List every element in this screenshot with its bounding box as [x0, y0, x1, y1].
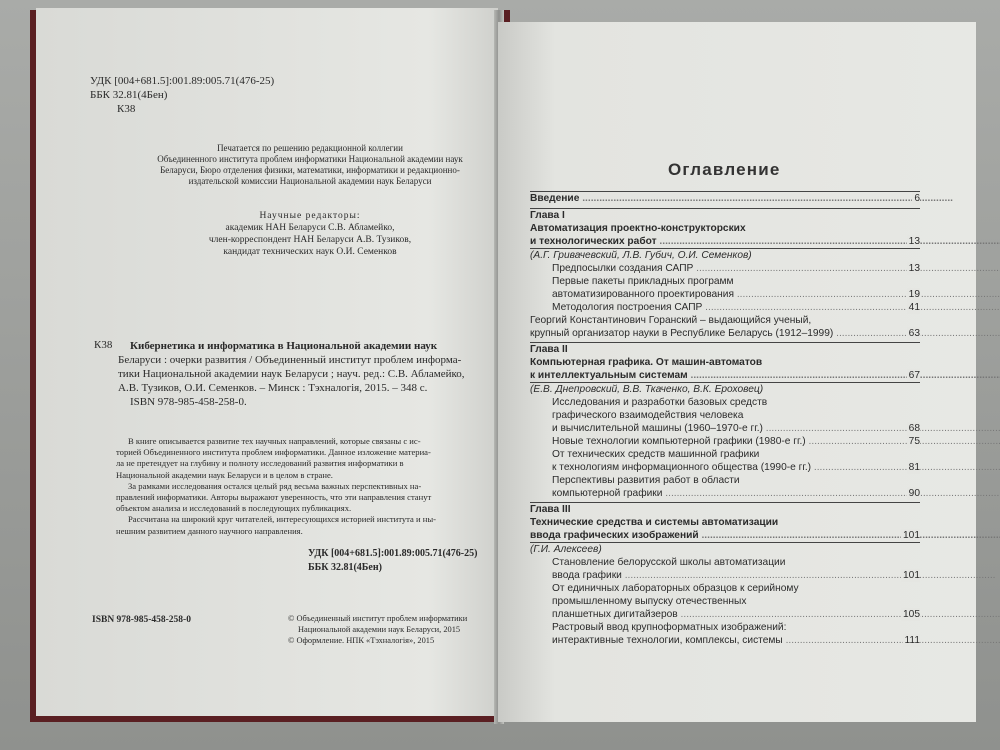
toc-chapter-title: [530, 516, 920, 529]
toc-entry-page: 6: [914, 193, 920, 204]
toc-chapter-title: [530, 529, 920, 542]
toc-entry-page: 63: [908, 328, 920, 339]
chapter-title-line: ввода графических изображений .....: [530, 529, 1000, 542]
section-title: Методология построения САПР .....: [552, 301, 1000, 314]
toc-chapter-label: [530, 503, 920, 516]
toc-section: [530, 556, 920, 569]
abstract-line: правлений информатики. Авторы выражают уверенность, что эти направления станут: [116, 492, 432, 503]
chapter-authors: (А.Г. Гривачевский, Л.В. Губич, О.И. Семенков): [530, 250, 752, 261]
chapter-title-line: Автоматизация проектно-конструкторских: [530, 223, 746, 234]
section-title: компьютерной графики .....: [552, 487, 1000, 500]
toc-section: [530, 435, 920, 448]
citation-line: Беларуси : очерки развития / Объединенный институт проблем информа-: [118, 354, 462, 366]
section-title: ввода графики .....: [552, 569, 996, 582]
toc-section: [530, 262, 920, 275]
section-title: От технических средств машинной графики: [552, 449, 760, 460]
abstract-line: ла не претендует на глубину и полноту исследований развития информатики в: [116, 458, 404, 469]
copyright-line: © Оформление. НПК «Тэхналогія», 2015: [288, 636, 435, 645]
section-title: Перспективы развития работ в области: [552, 475, 740, 486]
toc-section: [530, 608, 920, 621]
section-title: Новые технологии компьютерной графики (1980-е гг.) .....: [552, 435, 1000, 448]
section-title: к технологиям информационного общества (1990-е гг.) .....: [552, 461, 1000, 474]
chapter-title-line: к интеллектуальным системам .....: [530, 369, 1000, 382]
udk-bottom: УДК [004+681.5]:001.89:005.71(476-25): [308, 548, 478, 559]
chapter-title-line: Технические средства и системы автоматизации: [530, 517, 779, 528]
toc-authors: [530, 249, 920, 262]
toc-entry-page: 67: [908, 370, 920, 381]
toc-authors: [530, 543, 920, 556]
section-title: автоматизированного проектирования .....: [552, 288, 1000, 301]
chapter-title-line: Компьютерная графика. От машин-автоматов: [530, 357, 763, 368]
toc-chapter-title: [530, 222, 920, 235]
table-of-contents: [530, 191, 920, 647]
catalog-citation: [118, 339, 465, 409]
editors-heading: Научные редакторы:: [259, 211, 361, 221]
publish-note-line: Печатается по решению редакционной коллегии: [217, 143, 403, 153]
toc-entry-page: 19: [908, 289, 920, 300]
chapter-label: Глава I: [530, 210, 565, 221]
toc-entry-page: 90: [908, 488, 920, 499]
section-title: Предпосылки создания САПР .....: [552, 262, 1000, 275]
publish-note: [120, 143, 500, 187]
section-title: Становление белорусской школы автоматизации: [552, 557, 786, 568]
bbk-top: ББК 32.81(4Бен): [90, 89, 168, 101]
toc-section: [530, 301, 920, 314]
toc-intro: [530, 192, 920, 205]
toc-title: Оглавление: [668, 160, 781, 179]
toc-entry-page: 101: [903, 530, 920, 541]
section-title: графического взаимодействия человека: [552, 410, 744, 421]
toc-section: [530, 634, 920, 647]
toc-section: [530, 422, 920, 435]
chapter-label: Глава III: [530, 504, 571, 515]
toc-section: [530, 621, 920, 634]
section-title: Исследования и разработки базовых средств: [552, 397, 768, 408]
toc-entry-page: 68: [908, 423, 920, 434]
toc-entry-page: 75: [908, 436, 920, 447]
code-mid: К38: [94, 339, 113, 351]
section-title: интерактивные технологии, комплексы, системы .....: [552, 634, 1000, 647]
toc-section: [530, 409, 920, 422]
toc-section: [530, 474, 920, 487]
toc-entry-page: 13: [908, 263, 920, 274]
toc-entry-page: 41: [908, 302, 920, 313]
copyright: [288, 613, 467, 646]
toc-chapter-title: [530, 235, 920, 248]
publish-note-line: издательской комиссии Национальной академии наук Беларуси: [188, 176, 432, 186]
toc-entry-page: 101: [903, 570, 920, 581]
toc-entry-page: 81: [908, 462, 920, 473]
section-title: и вычислительной машины (1960–1970-е гг.) .....: [552, 422, 1000, 435]
section-title: Георгий Константинович Горанский – выдающийся ученый,: [530, 315, 812, 326]
chapter-authors: (Г.И. Алексеев): [530, 544, 602, 555]
publish-note-line: Беларуси, Бюро отделения физики, математики, информатики и редакционно-: [160, 165, 460, 175]
section-title: планшетных дигитайзеров .....: [552, 608, 1000, 621]
toc-section: [530, 487, 920, 500]
section-title: крупный организатор науки в Республике Беларусь (1912–1999) .....: [530, 327, 1000, 340]
citation-line: тики Национальной академии наук Беларуси ; науч. ред.: С.В. Абламейко,: [118, 368, 465, 380]
citation-isbn: ISBN 978-985-458-258-0.: [130, 396, 247, 408]
editor-line: член-корреспондент НАН Беларуси А.В. Тузиков,: [208, 235, 412, 245]
abstract-line: В книге описывается развитие тех научных направлений, которые связаны с ис-: [128, 436, 421, 446]
code-top: К38: [117, 103, 136, 115]
toc-entry-page: 13: [908, 236, 920, 247]
isbn-bottom: ISBN 978-985-458-258-0: [92, 615, 191, 625]
chapter-title-line: и технологических работ .....: [530, 235, 1000, 248]
abstract-line: нешним развитием данного научного направления.: [116, 525, 303, 536]
abstract-line: За рамками исследования остался целый ряд весьма важных перспективных на-: [128, 480, 422, 491]
abstract-line: торией Объединенного института проблем информатики. Данное изложение материа-: [116, 447, 431, 458]
bbk-bottom: ББК 32.81(4Бен): [308, 562, 382, 573]
toc-chapter-label: [530, 209, 920, 222]
toc-section: [530, 569, 920, 582]
abstract-line: объектом анализа и исследований в последующих публикациях.: [116, 503, 352, 514]
toc-entry-page: 111: [904, 635, 920, 646]
toc-chapter-title: [530, 356, 920, 369]
toc-section: [530, 288, 920, 301]
scientific-editors: [120, 210, 500, 258]
toc-section: [530, 595, 920, 608]
abstract-line: Рассчитана на широкий круг читателей, интересующихся историей института и ны-: [128, 514, 436, 525]
toc-section: [530, 582, 920, 595]
chapter-label: Глава II: [530, 344, 568, 355]
section-title: промышленному выпуску отечественных: [552, 596, 747, 607]
copyright-line: Национальной академии наук Беларуси, 2015: [298, 625, 461, 634]
toc-entry-title: Введение .....: [530, 192, 953, 205]
toc-section: [530, 396, 920, 409]
udk-top: УДК [004+681.5]:001.89:005.71(476-25): [90, 75, 275, 87]
toc-chapter-title: [530, 369, 920, 382]
book-abstract: [116, 436, 436, 537]
editor-line: кандидат технических наук О.И. Семенков: [223, 247, 397, 257]
copyright-line: © Объединенный институт проблем информатики: [288, 614, 468, 623]
toc-entry-page: 105: [903, 609, 920, 620]
toc-section: [530, 314, 920, 327]
section-title: Растровый ввод крупноформатных изображений:: [552, 622, 787, 633]
toc-section: [530, 448, 920, 461]
toc-section: [530, 327, 920, 340]
toc-section: [530, 461, 920, 474]
chapter-authors: (Е.В. Днепровский, В.В. Ткаченко, В.К. Ероховец): [530, 384, 764, 395]
citation-line: А.В. Тузиков, О.И. Семенков. – Минск : Тэхналогія, 2015. – 348 с.: [118, 382, 428, 394]
section-title: От единичных лабораторных образцов к серийному: [552, 583, 799, 594]
citation-line: Кибернетика и информатика в Национальной академии наук: [130, 340, 438, 352]
toc-section: [530, 275, 920, 288]
editor-line: академик НАН Беларуси С.В. Абламейко,: [225, 223, 395, 233]
publish-note-line: Объединенного института проблем информатики Национальной академии наук: [157, 154, 463, 164]
section-title: Первые пакеты прикладных программ: [552, 276, 734, 287]
toc-authors: [530, 383, 920, 396]
toc-chapter-label: [530, 343, 920, 356]
abstract-line: Национальной академии наук Беларуси и в целом в стране.: [116, 469, 333, 480]
